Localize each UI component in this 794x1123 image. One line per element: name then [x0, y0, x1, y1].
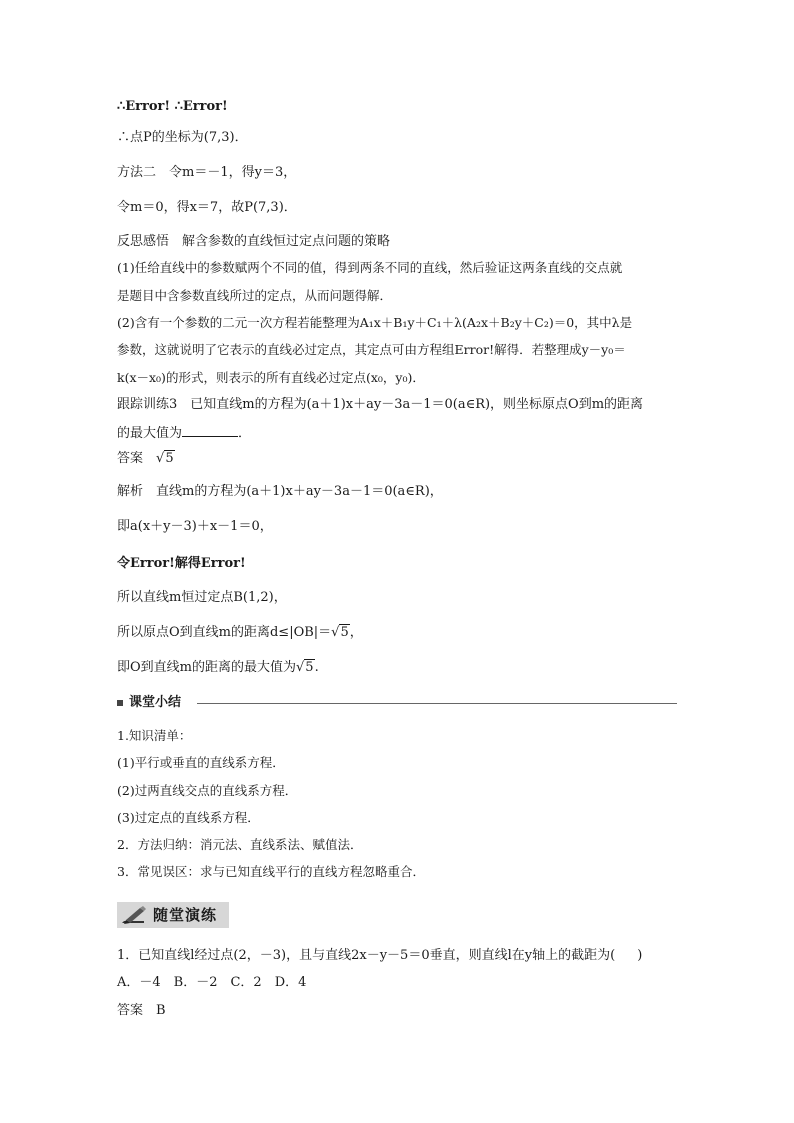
- exercise-3-line2: [117, 424, 251, 442]
- strategy-1-line1: (1)任给直线中的参数赋两个不同的值，得到两条不同的直线，然后验证这两条直线的交点就: [117, 260, 623, 275]
- exercise-3-text: 的最大值为: [117, 426, 183, 441]
- sqrt-answer: √5: [156, 451, 174, 466]
- sqrt-distance: √5: [331, 625, 349, 640]
- strategy-2-line3: k(x－x₀)的形式，则表示的所有直线必过定点(x₀，y₀)．: [117, 370, 425, 385]
- answer-label: 答案: [117, 451, 157, 466]
- summary-item: (3)过定点的直线系方程．: [117, 810, 260, 825]
- question-1-answer: 答案 B: [117, 1003, 166, 1018]
- question-1-options: A．－4 B．－2 C．2 D．4: [117, 975, 307, 990]
- point-coordinates: ∴点P的坐标为(7,3)．: [117, 130, 248, 145]
- max-distance-text: 即O到直线m的距离的最大值为: [117, 660, 296, 675]
- analysis-line2: 即a(x＋y－3)＋x－1＝0，: [117, 519, 273, 534]
- summary-item: 3．常见误区：求与已知直线平行的直线方程忽略重合．: [117, 864, 425, 879]
- summary-item: (1)平行或垂直的直线系方程．: [117, 755, 285, 770]
- analysis-line3: 令Error!解得Error!: [117, 556, 246, 571]
- analysis-line5: [117, 625, 363, 641]
- summary-item: (2)过两直线交点的直线系方程．: [117, 783, 298, 798]
- answer-line: [117, 451, 175, 467]
- distance-comma: ，: [349, 625, 363, 640]
- distance-text: 所以原点O到直线m的距离d≤|OB|＝: [117, 625, 332, 640]
- strategy-2-line1: (2)含有一个参数的二元一次方程若能整理为A₁x＋B₁y＋C₁＋λ(A₂x＋B₂y＋C₂)＝0，其中λ是: [117, 315, 633, 330]
- strategy-1-line2: 是题目中含参数直线所过的定点，从而问题得解．: [117, 288, 393, 303]
- question-1-text: 1．已知直线l经过点(2，－3)，且与直线2x－y－5＝0垂直，则直线l在y轴上的截距为(: [117, 948, 616, 963]
- summary-item: 2．方法归纳：消元法、直线系法、赋值法．: [117, 837, 363, 852]
- practice-section-header: [117, 902, 229, 928]
- question-1-close-paren: ): [637, 948, 643, 963]
- method-two-line: 方法二 令m＝－1，得y＝3，: [117, 165, 297, 180]
- exercise-3-period: ．: [238, 426, 252, 441]
- pen-icon: [120, 905, 146, 925]
- summary-section-bar: [117, 695, 677, 711]
- divider: [197, 703, 677, 704]
- summary-item: 1.知识清单：: [117, 728, 192, 743]
- square-bullet-icon: [117, 700, 123, 706]
- reflection-heading: 反思感悟 解含参数的直线恒过定点问题的策略: [117, 234, 391, 249]
- sqrt-max: √5: [296, 660, 314, 675]
- strategy-2-line2: 参数，这就说明了它表示的直线必过定点，其定点可由方程组Error!解得．若整理成y－y₀＝: [117, 342, 626, 357]
- method-two-result: 令m＝0，得x＝7，故P(7,3)．: [117, 200, 297, 215]
- error-line: ∴Error! ∴Error!: [117, 99, 228, 114]
- analysis-line4: 所以直线m恒过定点B(1,2)，: [117, 590, 287, 605]
- question-1: [117, 948, 642, 964]
- exercise-3-line1: 跟踪训练3 已知直线m的方程为(a＋1)x＋ay－3a－1＝0(a∈R)，则坐标原点O到m的距离: [117, 397, 644, 412]
- max-distance-period: .: [314, 660, 319, 675]
- answer-blank: [182, 424, 238, 437]
- analysis-line6: [117, 660, 319, 676]
- practice-heading: 随堂演练: [153, 906, 218, 924]
- summary-heading: 课堂小结: [129, 695, 182, 710]
- analysis-line1: 解析 直线m的方程为(a＋1)x＋ay－3a－1＝0(a∈R)，: [117, 484, 443, 499]
